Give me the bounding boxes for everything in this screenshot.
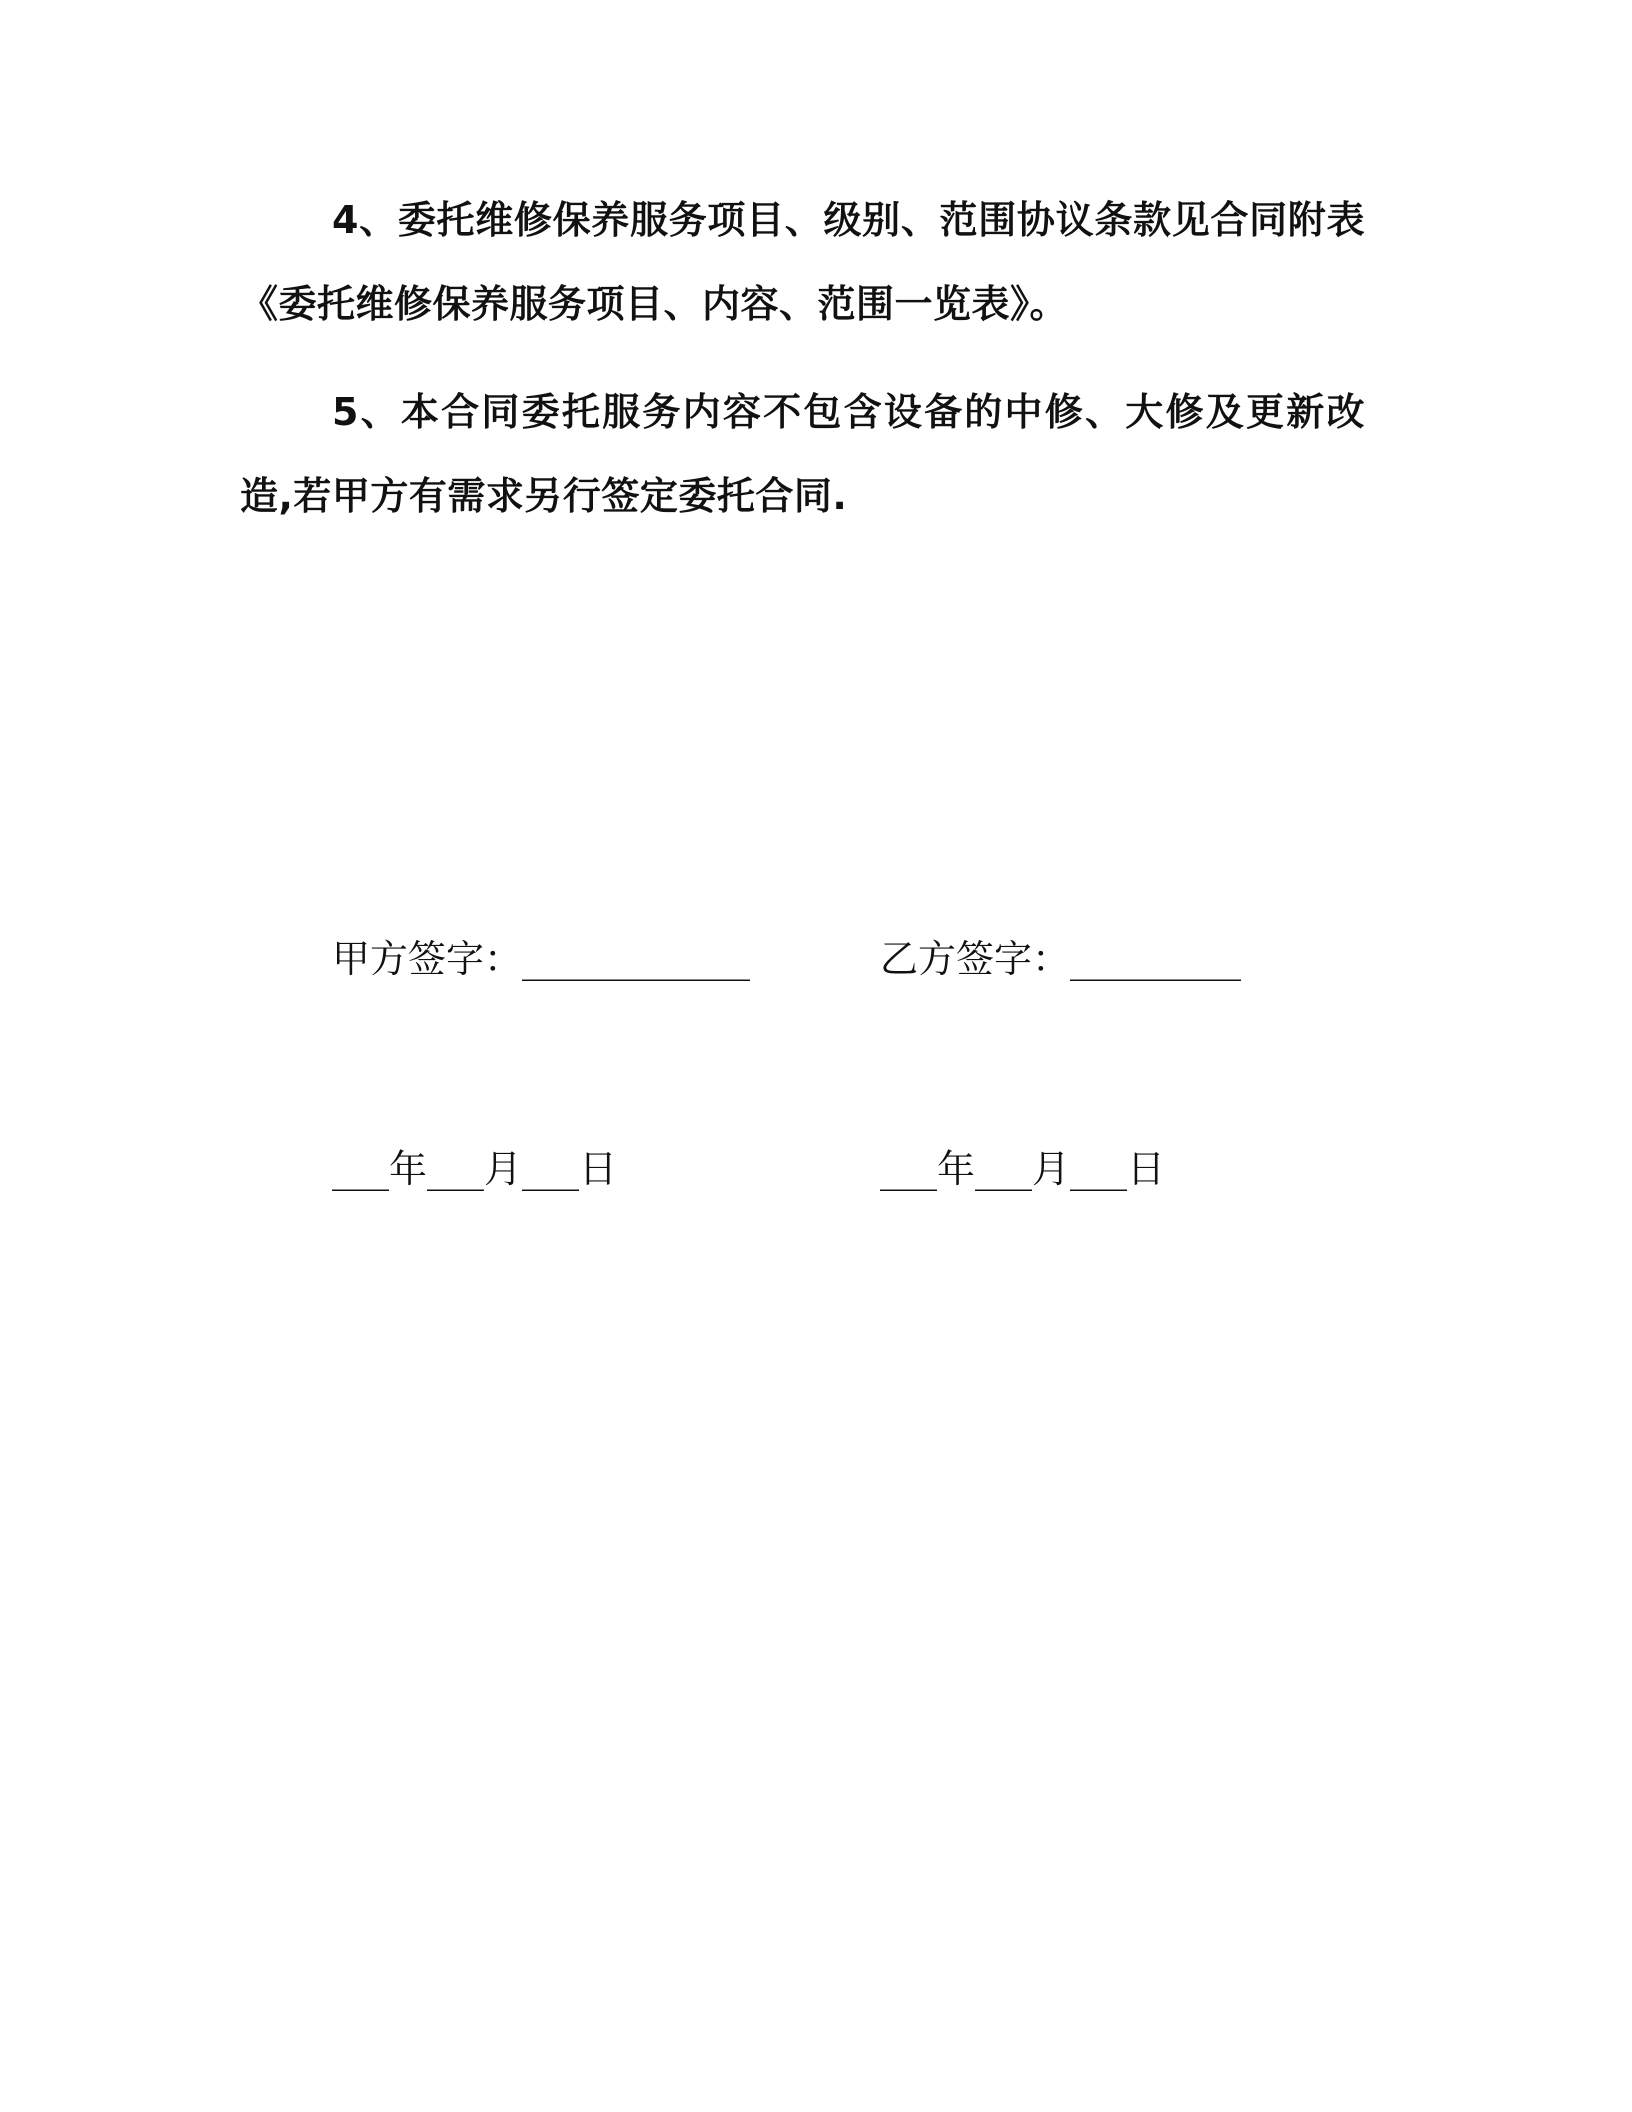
party-b-signature-field: 乙方签字：_________ <box>880 937 1242 981</box>
party-b-date-field: ___年___月___日 <box>880 1147 1166 1191</box>
party-a-signature-field: 甲方签字：____________ <box>332 937 751 981</box>
party-a-signature-block <box>332 784 750 1344</box>
party-b-signature-block <box>880 784 1241 1344</box>
party-a-date-field: ___年___月___日 <box>332 1147 618 1191</box>
clause-5: 5、本合同委托服务内容不包含设备的中修、大修及更新改造,若甲方有需求另行签定委托合同. <box>240 390 1365 518</box>
clause-4: 4、委托维修保养服务项目、级别、范围协议条款见合同附表《委托维修保养服务项目、内容、范围一览表》。 <box>240 198 1365 326</box>
